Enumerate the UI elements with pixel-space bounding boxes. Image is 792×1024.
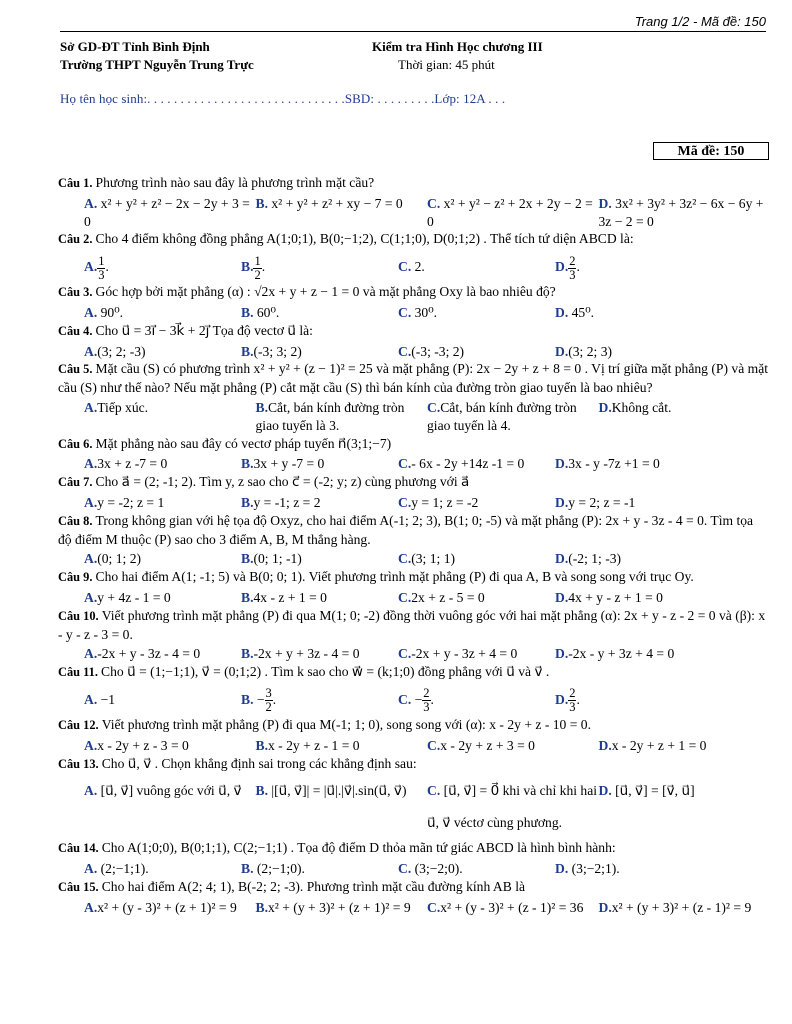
exam-code-box: Mã đề: 150 [653, 142, 769, 160]
options-row [58, 860, 770, 878]
question-number: Câu 4. [58, 323, 96, 338]
question-9 [58, 568, 770, 587]
answer-option[interactable]: A.3x + z -7 = 0 [84, 456, 168, 472]
answer-option[interactable]: C.- 6x - 2y +14z -1 = 0 [398, 456, 525, 472]
question-text: Phương trình nào sau đây là phương trình mặt cầu? [95, 175, 375, 190]
answer-option[interactable]: B. − $\frac{3}{2}$ . [241, 686, 277, 715]
fraction: $\frac{1}{3}$ [98, 253, 105, 282]
exam-title: Kiểm tra Hình Học chương III [372, 39, 543, 54]
question-number: Câu 5. [58, 362, 96, 377]
question-number: Câu 11. [58, 665, 102, 680]
question-2 [58, 230, 770, 249]
answer-option[interactable]: D.Không cắt. [598, 399, 672, 415]
options-row [58, 645, 770, 663]
answer-option[interactable]: D.(-2; 1; -3) [555, 551, 622, 567]
question-11 [58, 663, 770, 682]
question-number: Câu 8. [58, 513, 96, 528]
fraction: $\frac{2}{3}$ [423, 686, 430, 715]
answer-option[interactable]: C.-2x + y - 3z + 4 = 0 [398, 646, 518, 662]
answer-option[interactable]: C. [u⃗, v⃗] = 0⃗ khi và chỉ khi hai u⃗, v⃗ véctơ cùng phương. [427, 783, 598, 831]
question-list [58, 174, 770, 917]
options-row [58, 304, 770, 322]
question-1 [58, 174, 770, 193]
answer-option[interactable]: C. (3;−2;0). [398, 861, 463, 877]
answer-option[interactable]: D.4x + y - z + 1 = 0 [555, 589, 663, 605]
question-3 [58, 283, 770, 302]
answer-option[interactable]: D. (3;−2;1). [555, 861, 620, 877]
options-row [58, 684, 770, 716]
answer-option[interactable]: C.y = 1; z = -2 [398, 494, 479, 510]
options-row [58, 589, 770, 607]
answer-option[interactable]: B. |[u⃗, v⃗]| = |u⃗|.|v⃗|.sin(u⃗, v⃗) [255, 783, 407, 799]
question-number: Câu 9. [58, 570, 96, 585]
answer-option[interactable]: B.y = -1; z = 2 [241, 494, 321, 510]
answer-option[interactable]: D.x - 2y + z + 1 = 0 [598, 737, 707, 753]
answer-option[interactable]: A.(0; 1; 2) [84, 551, 142, 567]
answer-option[interactable]: D.3x - y -7z +1 = 0 [555, 456, 660, 472]
question-text: Cho 4 điểm không đồng phẳng A(1;0;1), B(0;−1;2), C(1;1;0), D(0;1;2) . Thể tích tứ diện ABCD là: [95, 231, 634, 247]
answer-option[interactable]: B.Cắt, bán kính đường tròn giao tuyến là 3. [255, 399, 405, 433]
answer-option[interactable]: A. −1 [84, 691, 116, 707]
question-6 [58, 435, 770, 454]
question-text: Cho u⃗, v⃗ . Chọn khẳng định sai trong các khẳng định sau: [101, 755, 417, 771]
question-text: Góc hợp bởi mặt phẳng (α) : √2x + y + z − 1 = 0 và mặt phẳng Oxy là bao nhiêu độ? [95, 284, 556, 300]
question-number: Câu 14. [58, 841, 102, 856]
answer-option[interactable]: B. x² + y² + z² + xy − 7 = 0 [255, 195, 403, 211]
answer-option[interactable]: A. (2;−1;1). [84, 861, 149, 877]
answer-option[interactable]: D. 3x² + 3y² + 3z² − 6x − 6y + 3z − 2 = 0 [598, 195, 764, 229]
question-7 [58, 473, 770, 492]
options-row [58, 737, 770, 755]
answer-option[interactable]: D. $\frac{2}{3}$ . [555, 686, 580, 715]
options-row [58, 251, 770, 283]
answer-option[interactable]: B.3x + y -7 = 0 [241, 456, 325, 472]
answer-option[interactable]: C.(-3; -3; 2) [398, 343, 465, 359]
answer-option[interactable]: A. x² + y² + z² − 2x − 2y + 3 = 0 [84, 195, 250, 229]
answer-option[interactable]: A.(3; 2; -3) [84, 343, 146, 359]
question-text: Cho hai điểm A(2; 4; 1), B(-2; 2; -3). Phương trình mặt cầu đường kính AB là [101, 878, 526, 894]
answer-option[interactable]: A. $\frac{1}{3}$ . [84, 253, 109, 282]
answer-option[interactable]: B.4x - z + 1 = 0 [241, 589, 327, 605]
question-text: Trong không gian với hệ tọa độ Oxyz, cho hai điểm A(-1; 2; 3), B(1; 0; -5) và mặt phẳng (P): 2x + y - 3z - 4 = 0. Tìm tọa độ điểm M thuộc (P) sao cho 3 điểm A, B, M thẳng hàng. [58, 512, 754, 547]
options-row [58, 343, 770, 361]
question-5 [58, 360, 770, 397]
question-text: Cho a⃗ = (2; -1; 2). Tìm y, z sao cho c⃗ = (-2; y; z) cùng phương với a⃗ [95, 474, 470, 490]
answer-option[interactable]: B. (2;−1;0). [241, 861, 305, 877]
answer-option[interactable]: C. x² + y² − z² + 2x + 2y − 2 = 0 [427, 195, 593, 229]
question-text: Cho A(1;0;0), B(0;1;1), C(2;−1;1) . Tọa độ điểm D thỏa mãn tứ giác ABCD là hình bình hành: [101, 840, 616, 856]
answer-option[interactable]: A.x - 2y + z - 3 = 0 [84, 737, 189, 753]
options-row [58, 399, 770, 435]
answer-option[interactable]: B.x - 2y + z - 1 = 0 [255, 737, 360, 753]
exam-duration: Thời gian: 45 phút [398, 57, 495, 72]
answer-option[interactable]: B.(0; 1; -1) [241, 551, 302, 567]
question-15 [58, 878, 770, 897]
question-text: Viết phương trình mặt phẳng (P) đi qua M(-1; 1; 0), song song với (α): x - 2y + z - 10 = 0. [101, 716, 591, 732]
answer-option[interactable]: D. [u⃗, v⃗] = [v⃗, u⃗] [598, 783, 695, 799]
answer-option[interactable]: A.y = -2; z = 1 [84, 494, 165, 510]
exam-info [372, 38, 543, 74]
answer-option[interactable]: A.y + 4z - 1 = 0 [84, 589, 171, 605]
question-number: Câu 7. [58, 475, 96, 490]
answer-option[interactable]: A.Tiếp xúc. [84, 399, 149, 415]
fraction: $\frac{2}{3}$ [569, 253, 576, 282]
question-14 [58, 839, 770, 858]
question-number: Câu 1. [58, 176, 96, 190]
question-text: Mặt cầu (S) có phương trình x² + y² + (z − 1)² = 25 và mặt phẳng (P): 2x − 2y + z + 8 = 0 . Vị trí giữa mặt phẳng (P) và mặt cầu (S) như thế nào? Nếu mặt phẳng (P) cắt mặt cầu (S) thì bán kính của đường tròn giao tuyến là bao nhiêu? [58, 361, 769, 396]
answer-option[interactable]: C. 30⁰. [398, 304, 438, 320]
question-text: Viết phương trình mặt phẳng (P) đi qua M(1; 0; -2) đồng thời vuông góc với hai mặt phẳng (α): 2x + y - z - 2 = 0 và (β): x - y - z - 3 = 0. [58, 607, 766, 642]
question-8 [58, 512, 770, 549]
answer-option[interactable]: B.(-3; 3; 2) [241, 343, 302, 359]
answer-option[interactable]: A.x² + (y - 3)² + (z + 1)² = 9 [84, 899, 237, 915]
question-text: Mặt phẳng nào sau đây có vectơ pháp tuyến n⃗(3;1;−7) [95, 435, 392, 451]
student-info-line: Họ tên học sinh:. . . . . . . . . . . . . . . . . . . . . . . . . . . . . .SBD: . . . . . . . . .Lớp: 12A . . . [60, 91, 506, 106]
question-number: Câu 10. [58, 608, 102, 623]
question-number: Câu 3. [58, 285, 96, 300]
options-row [58, 775, 770, 839]
fraction: $\frac{1}{2}$ [254, 253, 261, 282]
question-10 [58, 607, 770, 644]
answer-option[interactable]: C.x² + (y - 3)² + (z - 1)² = 36 [427, 899, 584, 915]
question-12 [58, 716, 770, 735]
answer-option[interactable]: D.-2x - y + 3z + 4 = 0 [555, 646, 675, 662]
answer-option[interactable]: D.x² + (y + 3)² + (z - 1)² = 9 [598, 899, 752, 915]
options-row [58, 899, 770, 917]
answer-option[interactable]: B.-2x + y + 3z - 4 = 0 [241, 646, 360, 662]
answer-option[interactable]: A. 90⁰. [84, 304, 124, 320]
question-4 [58, 322, 770, 341]
answer-option[interactable]: B. $\frac{1}{2}$ . [241, 253, 266, 282]
options-row [58, 195, 770, 231]
answer-option[interactable]: C. − $\frac{2}{3}$ . [398, 686, 434, 715]
answer-option[interactable]: C.(3; 1; 1) [398, 551, 456, 567]
answer-option[interactable]: B.x² + (y + 3)² + (z + 1)² = 9 [255, 899, 411, 915]
fraction: $\frac{2}{3}$ [569, 686, 576, 715]
question-text: Cho u⃗ = (1;−1;1), v⃗ = (0;1;2) . Tìm k sao cho w⃗ = (k;1;0) đồng phẳng với u⃗ và v⃗ . [101, 664, 550, 680]
options-row [58, 455, 770, 473]
answer-option[interactable]: D. $\frac{2}{3}$ . [555, 253, 580, 282]
options-row [58, 550, 770, 568]
answer-option[interactable]: A. [u⃗, v⃗] vuông góc với u⃗, v⃗ [84, 783, 242, 799]
school-info [60, 38, 254, 74]
page-number-header: Trang 1/2 - Mã đề: 150 [60, 14, 766, 32]
fraction: $\frac{3}{2}$ [265, 686, 272, 715]
answer-option[interactable]: D.(3; 2; 3) [555, 343, 613, 359]
question-text: Cho u⃗ = 3i⃗ − 3k⃗ + 2j⃗ Tọa độ vectơ u⃗ là: [95, 322, 313, 338]
answer-option[interactable]: C.Cắt, bán kính đường tròn giao tuyến là 4. [427, 399, 577, 433]
answer-option[interactable]: B. 60⁰. [241, 304, 280, 320]
school-name: Trường THPT Nguyễn Trung Trực [60, 57, 254, 72]
answer-option[interactable]: C.x - 2y + z + 3 = 0 [427, 737, 535, 753]
answer-option[interactable]: C.2x + z - 5 = 0 [398, 589, 485, 605]
options-row [58, 494, 770, 512]
question-number: Câu 15. [58, 879, 102, 894]
question-number: Câu 13. [58, 756, 102, 771]
answer-option[interactable]: C. 2. [398, 259, 425, 275]
question-number: Câu 2. [58, 232, 96, 247]
department-name: Sở GD-ĐT Tỉnh Bình Định [60, 39, 210, 54]
question-text: Cho hai điểm A(1; -1; 5) và B(0; 0; 1). Viết phương trình mặt phẳng (P) đi qua A, B và song song với trục Oy. [95, 569, 694, 585]
question-number: Câu 6. [58, 436, 96, 451]
answer-option[interactable]: A.-2x + y - 3z - 4 = 0 [84, 646, 201, 662]
answer-option[interactable]: D. 45⁰. [555, 304, 595, 320]
answer-option[interactable]: D.y = 2; z = -1 [555, 494, 636, 510]
question-number: Câu 12. [58, 717, 102, 732]
question-13 [58, 755, 770, 774]
